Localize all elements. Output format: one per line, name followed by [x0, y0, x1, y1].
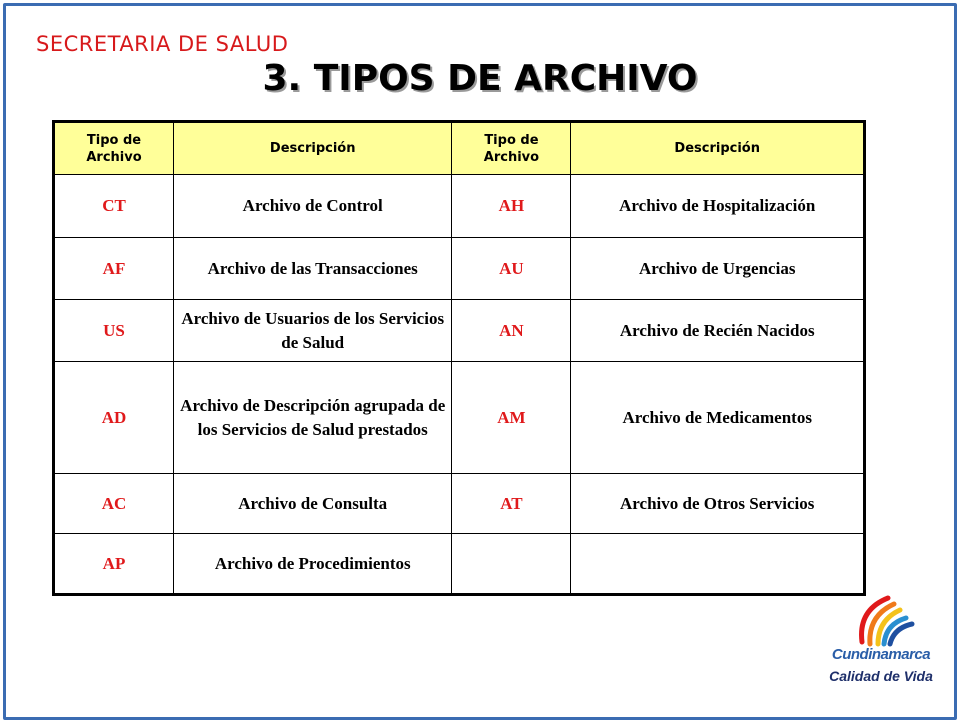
- file-code: CT: [55, 175, 174, 238]
- file-code: [452, 534, 571, 594]
- file-code: AC: [55, 474, 174, 534]
- column-header: Descripción: [174, 123, 452, 175]
- file-code: AF: [55, 238, 174, 300]
- table-row: [55, 534, 864, 594]
- file-code: AU: [452, 238, 571, 300]
- organization-label: SECRETARIA DE SALUD: [36, 32, 289, 56]
- file-types-table: [52, 120, 866, 596]
- file-code: AD: [55, 362, 174, 474]
- page-title: 3. TIPOS DE ARCHIVO: [262, 58, 698, 99]
- file-code: AT: [452, 474, 571, 534]
- table-row: [55, 362, 864, 474]
- table-row: [55, 300, 864, 362]
- table-header-row: [55, 123, 864, 175]
- logo-wordmark: Cundinamarca: [831, 646, 931, 663]
- file-code: US: [55, 300, 174, 362]
- file-code: AP: [55, 534, 174, 594]
- table-row: [55, 175, 864, 238]
- file-description: [571, 534, 864, 594]
- file-description: Archivo de Hospitalización: [571, 175, 864, 238]
- file-code: AH: [452, 175, 571, 238]
- file-types-grid: [54, 122, 864, 594]
- file-description: Archivo de Procedimientos: [174, 534, 452, 594]
- file-code: AM: [452, 362, 571, 474]
- file-description: Archivo de las Transacciones: [174, 238, 452, 300]
- logo-tagline: Calidad de Vida: [829, 668, 933, 684]
- file-description: Archivo de Consulta: [174, 474, 452, 534]
- file-code: AN: [452, 300, 571, 362]
- table-row: [55, 238, 864, 300]
- column-header: Tipo de Archivo: [452, 123, 571, 175]
- table-row: [55, 474, 864, 534]
- logo-swirl-icon: [818, 590, 940, 650]
- cundinamarca-logo: [818, 590, 940, 690]
- column-header: Tipo de Archivo: [55, 123, 174, 175]
- file-description: Archivo de Otros Servicios: [571, 474, 864, 534]
- file-description: Archivo de Control: [174, 175, 452, 238]
- file-description: Archivo de Medicamentos: [571, 362, 864, 474]
- file-description: Archivo de Usuarios de los Servicios de Salud: [174, 300, 452, 362]
- column-header: Descripción: [571, 123, 864, 175]
- file-description: Archivo de Descripción agrupada de los Servicios de Salud prestados: [174, 362, 452, 474]
- file-description: Archivo de Urgencias: [571, 238, 864, 300]
- file-description: Archivo de Recién Nacidos: [571, 300, 864, 362]
